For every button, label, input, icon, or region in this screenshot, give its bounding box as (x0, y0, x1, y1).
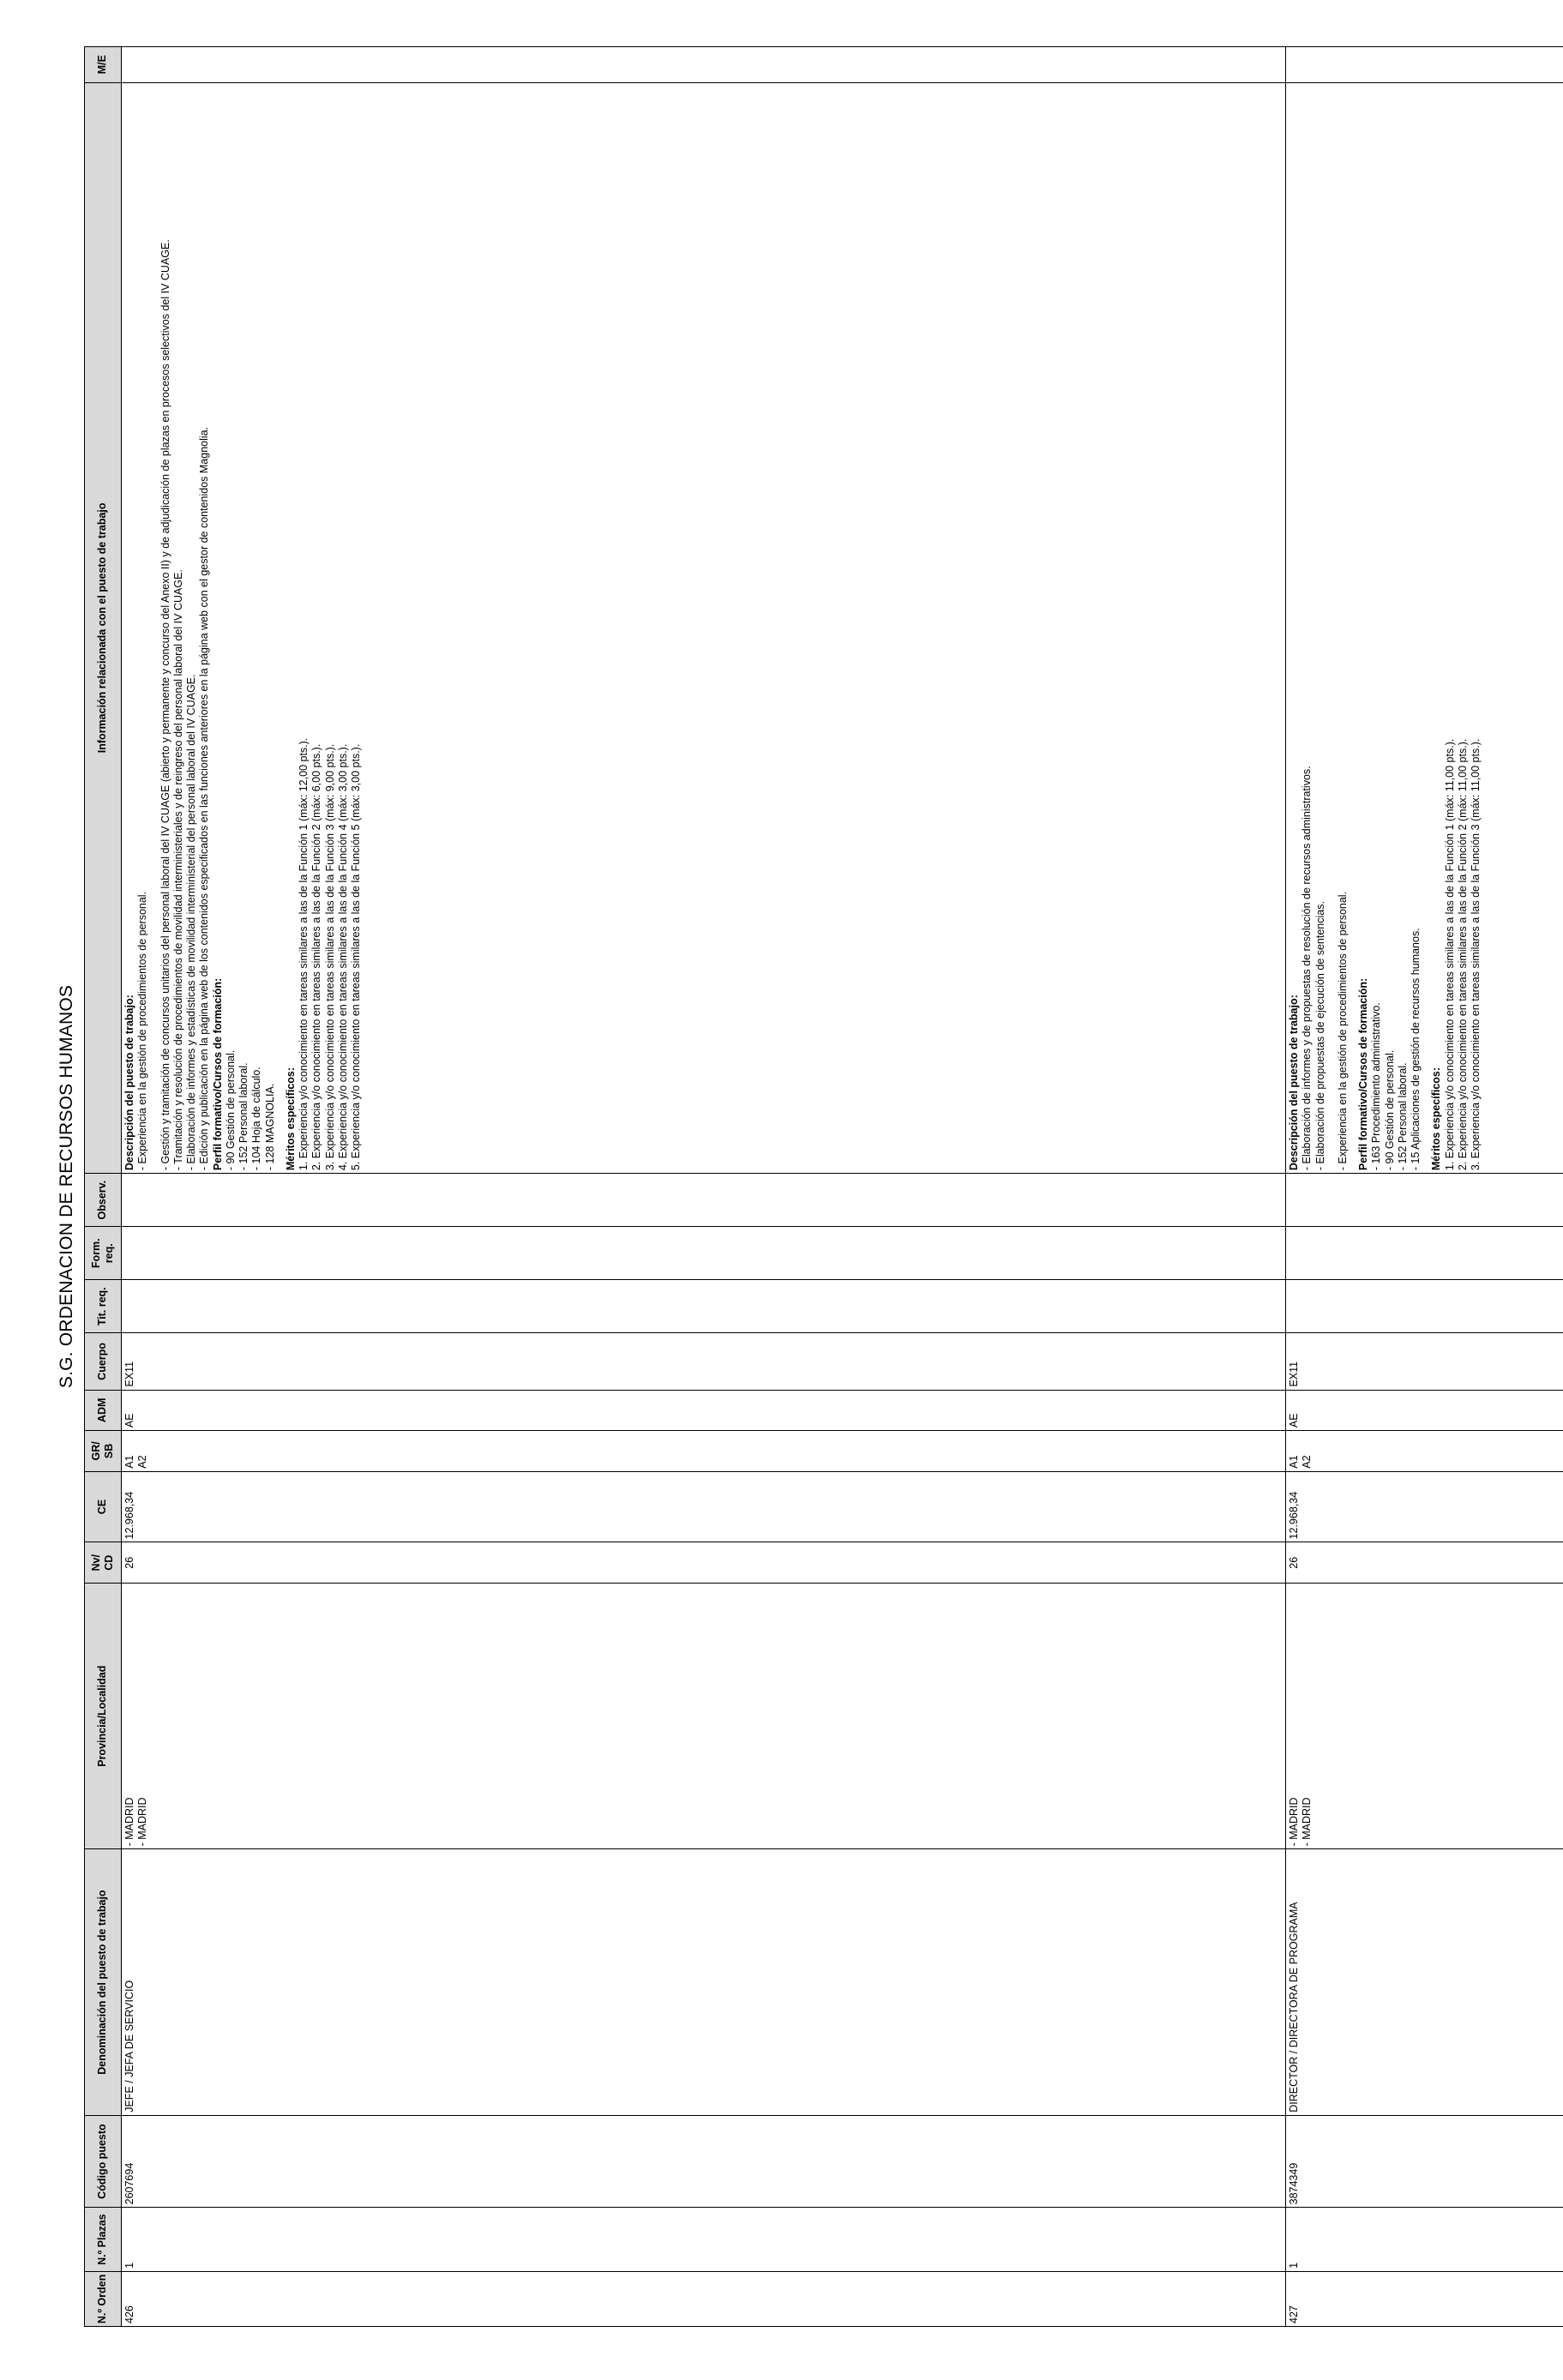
cell-nv-cd: 26 (122, 1542, 1286, 1584)
info-line: - Experiencia en la gestión de procedimientos de personal. (1336, 891, 1349, 1171)
column-header-gr-sb-line1: GR/ (89, 1441, 102, 1461)
cell-observ (1286, 1174, 1563, 1227)
column-header-plazas: N.º Plazas (85, 2208, 122, 2271)
cell-provincia (122, 1584, 1286, 1849)
provincia-line: - MADRID (1288, 1797, 1300, 1847)
column-header-me: M/E (85, 47, 122, 83)
info-line: - Experiencia en la gestión de procedimientos de personal. (136, 891, 149, 1171)
cell-orden: 426 (122, 2271, 1286, 2326)
table-row (1286, 47, 1563, 2327)
table-row (122, 47, 1286, 2327)
info-line: - Elaboración de informes y de propuestas de resolución de recursos administrativos. (1301, 766, 1314, 1171)
column-header-ce: CE (85, 1471, 122, 1542)
cell-adm: AE (122, 1390, 1286, 1431)
cell-tit-req (122, 1280, 1286, 1333)
info-line: 5. Experiencia y/o conocimiento en tareas similares a las de la Función 5 (máx: 3,00 pts.). (350, 743, 362, 1171)
table-header (85, 47, 122, 2327)
info-line: - Tramitación y resolución de procedimientos de movilidad interministeriales y de reingreso del personal laboral del IV CUAGE. (171, 569, 184, 1171)
info-subheading: Descripción del puesto de trabajo: (1288, 995, 1300, 1171)
provincia-line: - MADRID (1301, 1797, 1314, 1847)
column-header-provincia: Provincia/Localidad (85, 1584, 122, 1849)
info-line: - 163 Procedimiento administrativo. (1370, 1002, 1383, 1171)
column-header-nv-cd (85, 1542, 122, 1584)
table-header-row (85, 47, 122, 2327)
info-line: 1. Experiencia y/o conocimiento en tareas similares a las de la Función 1 (máx: 12,00 pts.). (298, 737, 310, 1171)
info-line: - 104 Hoja de cálculo. (250, 1067, 263, 1171)
cell-cuerpo: EX11 (1286, 1333, 1563, 1390)
info-line: - Edición y publicación en la página web de los contenidos especificados en las funciones anteriores en la página web con el gestor de contenidos Magnolia. (198, 426, 211, 1171)
info-line: 4. Experiencia y/o conocimiento en tareas similares a las de la Función 4 (máx: 3,00 pts.). (336, 743, 349, 1171)
column-header-gr-sb-line2: SB (103, 1443, 115, 1459)
cell-gr-sb (122, 1431, 1286, 1472)
column-header-nv-cd-line1: Nv/ (89, 1554, 102, 1572)
cell-ce: 12.968,34 (122, 1471, 1286, 1542)
provincia-line: - MADRID (136, 1797, 149, 1847)
cell-orden: 427 (1286, 2271, 1563, 2326)
info-subheading: Méritos específicos: (284, 1067, 297, 1171)
column-header-cuerpo: Cuerpo (85, 1333, 122, 1390)
column-header-gr-sb (85, 1431, 122, 1472)
cell-me (1286, 47, 1563, 83)
cell-info (122, 82, 1286, 1174)
gr-sb-line: A1 (123, 1455, 135, 1469)
info-line: 1. Experiencia y/o conocimiento en tareas similares a las de la Función 1 (máx: 11,00 pts.). (1443, 738, 1456, 1171)
cell-nv-cd: 26 (1286, 1542, 1563, 1584)
job-positions-table (84, 46, 1563, 2327)
info-subheading: Perfil formativo/Cursos de formación: (1357, 977, 1369, 1171)
info-line: - Elaboración de propuestas de ejecución de sentencias. (1314, 901, 1326, 1171)
cell-observ (122, 1174, 1286, 1227)
cell-plazas: 1 (1286, 2208, 1563, 2271)
info-subheading: Perfil formativo/Cursos de formación: (211, 977, 224, 1171)
info-line: 2. Experiencia y/o conocimiento en tareas similares a las de la Función 2 (máx: 6,00 pts.). (310, 743, 323, 1171)
gr-sb-line: A2 (136, 1455, 149, 1469)
column-header-orden: N.º Orden (85, 2271, 122, 2326)
info-line: 2. Experiencia y/o conocimiento en tareas similares a las de la Función 2 (máx: 11,00 pts.). (1456, 738, 1469, 1171)
info-line: - 128 MAGNOLIA. (263, 1083, 276, 1171)
column-header-codigo: Código puesto (85, 2115, 122, 2208)
page-title: S.G. ORDENACION DE RECURSOS HUMANOS (57, 984, 76, 1389)
info-line: - Elaboración de informes y estadísticas de movilidad interministerial del personal laboral del IV CUAGE. (185, 674, 197, 1171)
cell-adm: AE (1286, 1390, 1563, 1431)
gr-sb-line: A1 (1288, 1455, 1300, 1469)
info-line: - 15 Aplicaciones de gestión de recursos humanos. (1410, 928, 1422, 1171)
provincia-line: - MADRID (123, 1797, 135, 1847)
column-header-observ: Observ. (85, 1174, 122, 1227)
info-line: 3. Experiencia y/o conocimiento en tareas similares a las de la Función 3 (máx: 9,00 pts.). (323, 743, 336, 1171)
cell-denominacion: JEFE / JEFA DE SERVICIO (122, 1849, 1286, 2115)
column-header-adm: ADM (85, 1390, 122, 1431)
cell-info (1286, 82, 1563, 1174)
table-body (122, 47, 1563, 2327)
cell-gr-sb (1286, 1431, 1563, 1472)
info-subheading: Descripción del puesto de trabajo: (123, 995, 135, 1171)
info-line: - 90 Gestión de personal. (1383, 1049, 1396, 1171)
column-header-denominacion: Denominación del puesto de trabajo (85, 1849, 122, 2115)
column-header-tit-req: Tit. req. (85, 1280, 122, 1333)
info-line: 3. Experiencia y/o conocimiento en tareas similares a las de la Función 3 (máx: 11,00 pts.). (1470, 738, 1482, 1171)
info-subheading: Méritos específicos: (1430, 1067, 1443, 1171)
cell-provincia (1286, 1584, 1563, 1849)
cell-form-req (1286, 1227, 1563, 1280)
cell-cuerpo: EX11 (122, 1333, 1286, 1390)
column-header-info: Información relacionada con el puesto de trabajo (85, 82, 122, 1174)
gr-sb-line: A2 (1301, 1455, 1314, 1469)
cell-ce: 12.968,34 (1286, 1471, 1563, 1542)
worksheet (51, 46, 1563, 2327)
info-line: - Gestión y tramitación de concursos unitarios del personal laboral del IV CUAGE (abierto y permanente y concurso del Anexo II) y de adjudicación de plazas en procesos selectivos del IV CUAGE. (159, 239, 171, 1171)
info-line: - 152 Personal laboral. (1396, 1062, 1409, 1171)
cell-plazas: 1 (122, 2208, 1286, 2271)
column-header-form-req: Form. req. (85, 1227, 122, 1280)
cell-tit-req (1286, 1280, 1563, 1333)
column-header-nv-cd-line2: CD (103, 1554, 115, 1571)
cell-denominacion: DIRECTOR / DIRECTORA DE PROGRAMA (1286, 1849, 1563, 2115)
cell-form-req (122, 1227, 1286, 1280)
cell-codigo: 3874349 (1286, 2115, 1563, 2208)
info-line: - 152 Personal laboral. (237, 1062, 249, 1171)
info-line: - 90 Gestión de personal. (224, 1049, 237, 1171)
cell-me (122, 47, 1286, 83)
cell-codigo: 2607694 (122, 2115, 1286, 2208)
